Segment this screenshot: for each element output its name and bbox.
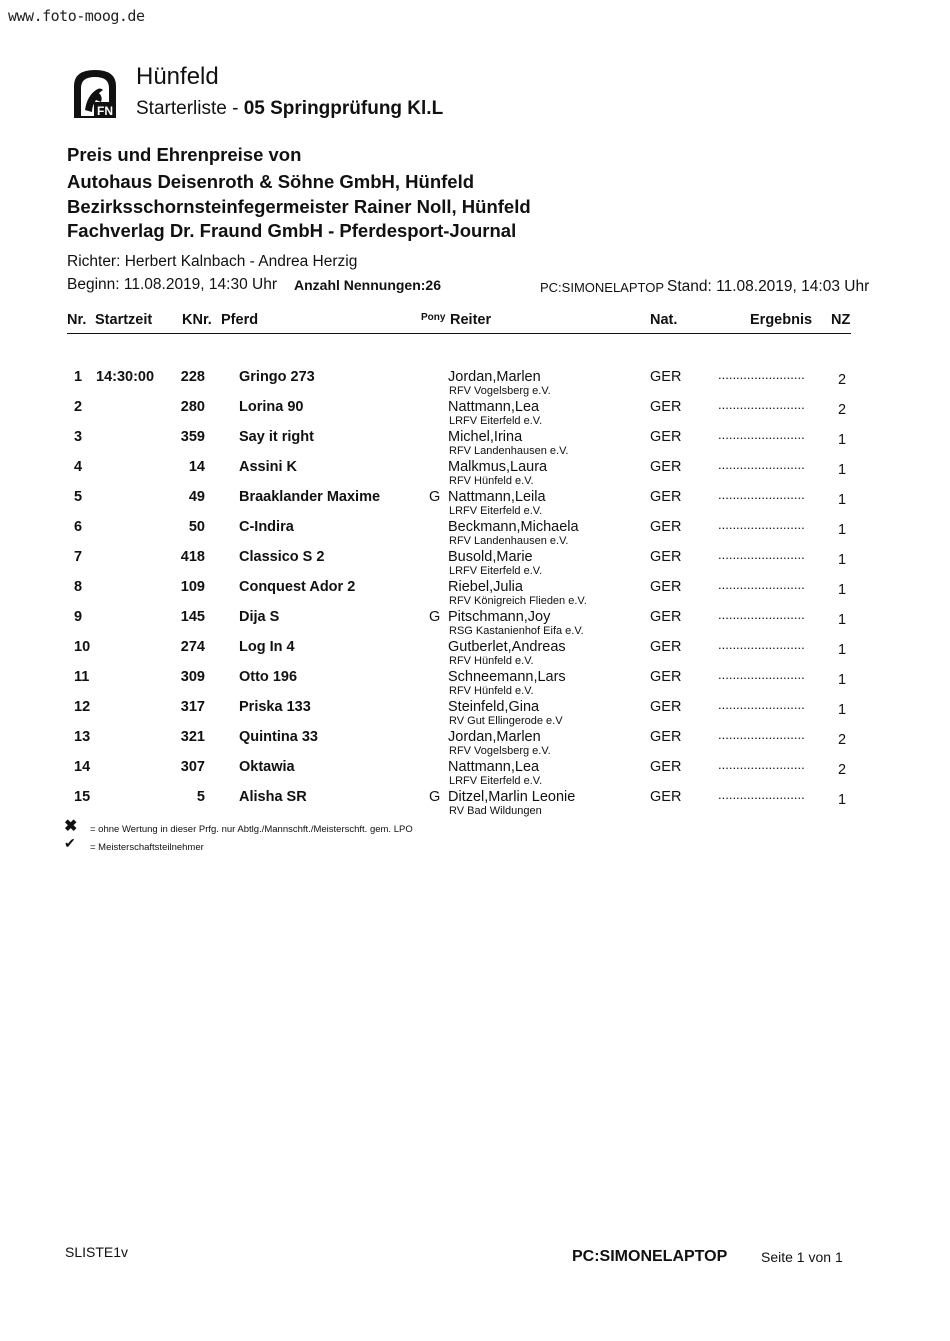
row-number: 13 bbox=[74, 729, 91, 745]
head-number: 317 bbox=[180, 699, 205, 715]
judges: Richter: Herbert Kalnbach - Andrea Herzig bbox=[67, 253, 358, 270]
head-number: 14 bbox=[188, 459, 205, 475]
rider-name: Busold,Marie bbox=[448, 549, 533, 565]
result-field: ........................ bbox=[718, 487, 805, 502]
nation: GER bbox=[650, 639, 682, 655]
result-field: ........................ bbox=[718, 787, 805, 802]
entries-count: Anzahl Nennungen:26 bbox=[294, 277, 442, 293]
club-name: LRFV Eiterfeld e.V. bbox=[449, 415, 543, 427]
pony-marker: G bbox=[429, 789, 441, 805]
horse-name: Classico S 2 bbox=[239, 549, 325, 565]
table-row bbox=[0, 549, 950, 579]
place-title: Hünfeld bbox=[136, 63, 219, 90]
start-time: Beginn: 11.08.2019, 14:30 Uhr bbox=[67, 276, 277, 293]
start-time-cell: 14:30:00 bbox=[96, 369, 155, 385]
sponsor-line: Autohaus Deisenroth & Söhne GmbH, Hünfeld bbox=[67, 171, 475, 192]
head-number: 418 bbox=[180, 549, 205, 565]
nation: GER bbox=[650, 579, 682, 595]
col-header-nz: NZ bbox=[831, 312, 851, 328]
nation: GER bbox=[650, 489, 682, 505]
row-number: 9 bbox=[74, 609, 83, 625]
table-row bbox=[0, 759, 950, 789]
competition-subtitle bbox=[136, 98, 443, 120]
pony-marker: G bbox=[429, 609, 441, 625]
club-name: LRFV Eiterfeld e.V. bbox=[449, 505, 543, 517]
head-number: 309 bbox=[180, 669, 205, 685]
head-number: 321 bbox=[180, 729, 205, 745]
row-number: 14 bbox=[74, 759, 91, 775]
table-row bbox=[0, 459, 950, 489]
table-row bbox=[0, 579, 950, 609]
head-number: 5 bbox=[196, 789, 205, 805]
club-name: RFV Landenhausen e.V. bbox=[449, 445, 569, 457]
nation: GER bbox=[650, 669, 682, 685]
result-field: ........................ bbox=[718, 367, 805, 382]
legend-cross-text: = ohne Wertung in dieser Prfg. nur Abtlg./Mannschft./Meisterschft. gem. LPO bbox=[90, 824, 413, 835]
horse-name: Gringo 273 bbox=[239, 369, 315, 385]
table-row bbox=[0, 639, 950, 669]
head-number: 50 bbox=[188, 519, 205, 535]
rider-name: Riebel,Julia bbox=[448, 579, 523, 595]
nz-value: 2 bbox=[838, 372, 847, 388]
club-name: LRFV Eiterfeld e.V. bbox=[449, 775, 543, 787]
footer-pc: PC:SIMONELAPTOP bbox=[572, 1248, 728, 1265]
nz-value: 1 bbox=[838, 792, 847, 808]
legend-check-text: = Meisterschaftsteilnehmer bbox=[90, 842, 204, 853]
result-field: ........................ bbox=[718, 757, 805, 772]
club-name: RFV Vogelsberg e.V. bbox=[449, 385, 551, 397]
pony-marker: G bbox=[429, 489, 441, 505]
horse-name: Lorina 90 bbox=[239, 399, 304, 415]
nz-value: 1 bbox=[838, 582, 847, 598]
head-number: 109 bbox=[180, 579, 205, 595]
result-field: ........................ bbox=[718, 397, 805, 412]
row-number: 11 bbox=[74, 669, 90, 685]
sponsor-line: Fachverlag Dr. Fraund GmbH - Pferdesport-Journal bbox=[67, 220, 517, 241]
nz-value: 1 bbox=[838, 522, 847, 538]
row-number: 6 bbox=[74, 519, 83, 535]
pc-name: PC:SIMONELAPTOP bbox=[540, 280, 665, 295]
fn-logo-icon bbox=[70, 66, 120, 118]
row-number: 15 bbox=[74, 789, 91, 805]
rider-name: Jordan,Marlen bbox=[448, 369, 541, 385]
club-name: RFV Landenhausen e.V. bbox=[449, 535, 569, 547]
horse-name: Otto 196 bbox=[239, 669, 298, 685]
head-number: 228 bbox=[180, 369, 205, 385]
col-header-knr: KNr. bbox=[182, 312, 212, 328]
nz-value: 1 bbox=[838, 492, 847, 508]
row-number: 12 bbox=[74, 699, 91, 715]
col-header-startzeit: Startzeit bbox=[95, 312, 153, 328]
club-name: RFV Vogelsberg e.V. bbox=[449, 745, 551, 757]
horse-name: Say it right bbox=[239, 429, 314, 445]
result-field: ........................ bbox=[718, 607, 805, 622]
col-header-ergebnis: Ergebnis bbox=[750, 312, 813, 328]
horse-name: Braaklander Maxime bbox=[239, 489, 381, 505]
horse-name: Alisha SR bbox=[239, 789, 307, 805]
footer-code: SLISTE1v bbox=[65, 1244, 129, 1260]
nation: GER bbox=[650, 429, 682, 445]
club-name: RV Gut Ellingerode e.V bbox=[449, 715, 563, 727]
table-row bbox=[0, 369, 950, 399]
head-number: 280 bbox=[180, 399, 205, 415]
horse-name: Log In 4 bbox=[239, 639, 295, 655]
row-number: 8 bbox=[74, 579, 83, 595]
row-number: 3 bbox=[74, 429, 83, 445]
table-row bbox=[0, 729, 950, 759]
nz-value: 1 bbox=[838, 612, 847, 628]
rider-name: Beckmann,Michaela bbox=[448, 519, 579, 535]
horse-name: C-Indira bbox=[239, 519, 294, 535]
nz-value: 2 bbox=[838, 762, 847, 778]
table-row bbox=[0, 789, 950, 819]
rider-name: Ditzel,Marlin Leonie bbox=[448, 789, 576, 805]
result-field: ........................ bbox=[718, 577, 805, 592]
row-number: 5 bbox=[74, 489, 83, 505]
result-field: ........................ bbox=[718, 667, 805, 682]
nation: GER bbox=[650, 549, 682, 565]
sponsor-line: Bezirksschornsteinfegermeister Rainer Noll, Hünfeld bbox=[67, 196, 531, 217]
result-field: ........................ bbox=[718, 457, 805, 472]
footer-page: Seite 1 von 1 bbox=[761, 1249, 843, 1265]
head-number: 359 bbox=[180, 429, 205, 445]
result-field: ........................ bbox=[718, 697, 805, 712]
result-field: ........................ bbox=[718, 517, 805, 532]
col-header-pony: Pony bbox=[421, 312, 446, 323]
head-number: 307 bbox=[180, 759, 205, 775]
head-number: 274 bbox=[180, 639, 205, 655]
rider-name: Pitschmann,Joy bbox=[448, 609, 551, 625]
head-number: 145 bbox=[180, 609, 205, 625]
rider-name: Malkmus,Laura bbox=[448, 459, 548, 475]
nz-value: 1 bbox=[838, 702, 847, 718]
nation: GER bbox=[650, 699, 682, 715]
result-field: ........................ bbox=[718, 727, 805, 742]
horse-name: Quintina 33 bbox=[239, 729, 318, 745]
watermark: www.foto-moog.de bbox=[8, 7, 145, 25]
nz-value: 1 bbox=[838, 462, 847, 478]
header-divider bbox=[67, 333, 851, 334]
col-header-pferd: Pferd bbox=[221, 312, 259, 328]
rider-name: Nattmann,Lea bbox=[448, 759, 540, 775]
rider-name: Nattmann,Lea bbox=[448, 399, 540, 415]
horse-name: Assini K bbox=[239, 459, 298, 475]
rider-name: Michel,Irina bbox=[448, 429, 523, 445]
nation: GER bbox=[650, 369, 682, 385]
horse-name: Dija S bbox=[239, 609, 280, 625]
club-name: RFV Hünfeld e.V. bbox=[449, 685, 534, 697]
club-name: LRFV Eiterfeld e.V. bbox=[449, 565, 543, 577]
table-row bbox=[0, 609, 950, 639]
table-row bbox=[0, 399, 950, 429]
table-row bbox=[0, 489, 950, 519]
result-field: ........................ bbox=[718, 637, 805, 652]
nz-value: 2 bbox=[838, 402, 847, 418]
table-row bbox=[0, 429, 950, 459]
club-name: RSG Kastanienhof Eifa e.V. bbox=[449, 625, 584, 637]
club-name: RFV Königreich Flieden e.V. bbox=[449, 595, 587, 607]
club-name: RFV Hünfeld e.V. bbox=[449, 475, 534, 487]
nation: GER bbox=[650, 609, 682, 625]
nation: GER bbox=[650, 759, 682, 775]
col-header-reiter: Reiter bbox=[450, 312, 492, 328]
row-number: 2 bbox=[74, 399, 83, 415]
club-name: RFV Hünfeld e.V. bbox=[449, 655, 534, 667]
row-number: 4 bbox=[74, 459, 83, 475]
nz-value: 1 bbox=[838, 672, 847, 688]
col-header-nr: Nr. bbox=[67, 312, 87, 328]
horse-name: Priska 133 bbox=[239, 699, 311, 715]
sponsor-line: Preis und Ehrenpreise von bbox=[67, 144, 302, 165]
row-number: 1 bbox=[74, 369, 83, 385]
row-number: 10 bbox=[74, 639, 91, 655]
head-number: 49 bbox=[188, 489, 205, 505]
result-field: ........................ bbox=[718, 427, 805, 442]
stand-date: Stand: 11.08.2019, 14:03 Uhr bbox=[667, 278, 870, 295]
nation: GER bbox=[650, 729, 682, 745]
rider-name: Gutberlet,Andreas bbox=[448, 639, 566, 655]
horse-name: Conquest Ador 2 bbox=[239, 579, 356, 595]
rider-name: Jordan,Marlen bbox=[448, 729, 541, 745]
nz-value: 2 bbox=[838, 732, 847, 748]
nz-value: 1 bbox=[838, 552, 847, 568]
nation: GER bbox=[650, 399, 682, 415]
checkmark-icon: ✔ bbox=[64, 835, 76, 851]
rider-name: Nattmann,Leila bbox=[448, 489, 546, 505]
svg-text:FN: FN bbox=[97, 104, 113, 118]
nz-value: 1 bbox=[838, 642, 847, 658]
rider-name: Steinfeld,Gina bbox=[448, 699, 540, 715]
cross-icon: ✖ bbox=[64, 818, 78, 835]
horse-name: Oktawia bbox=[239, 759, 295, 775]
nz-value: 1 bbox=[838, 432, 847, 448]
rider-name: Schneemann,Lars bbox=[448, 669, 566, 685]
table-row bbox=[0, 519, 950, 549]
table-row bbox=[0, 669, 950, 699]
table-row bbox=[0, 699, 950, 729]
nation: GER bbox=[650, 459, 682, 475]
result-field: ........................ bbox=[718, 547, 805, 562]
list-label: Starterliste - bbox=[136, 98, 239, 119]
club-name: RV Bad Wildungen bbox=[449, 805, 542, 817]
row-number: 7 bbox=[74, 549, 83, 565]
nation: GER bbox=[650, 519, 682, 535]
col-header-nat: Nat. bbox=[650, 312, 678, 328]
nation: GER bbox=[650, 789, 682, 805]
competition-name: 05 Springprüfung Kl.L bbox=[243, 98, 444, 119]
